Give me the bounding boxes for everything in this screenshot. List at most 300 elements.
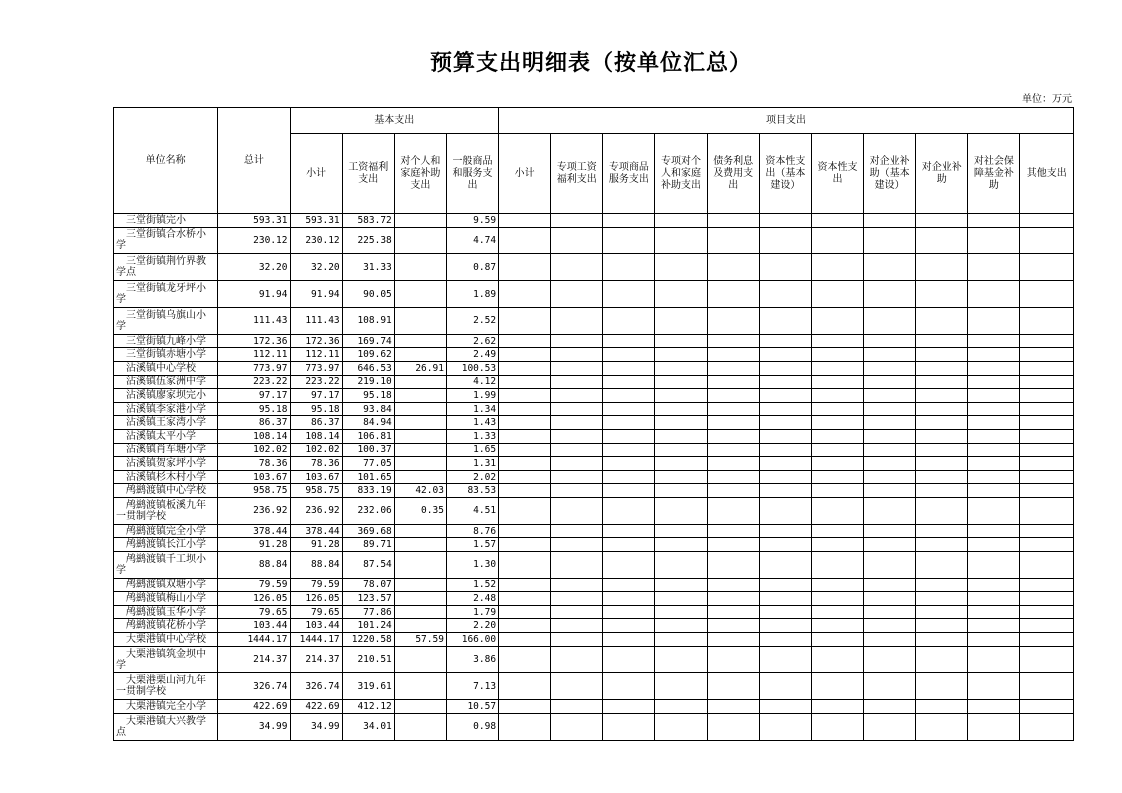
unit-name-cell: 沾溪镇肖车塘小学 xyxy=(114,443,218,457)
unit-name-cell: 沾溪镇杉木村小学 xyxy=(114,470,218,484)
project-cell xyxy=(811,713,863,740)
basic-wage-cell: 319.61 xyxy=(342,673,394,700)
project-cell xyxy=(499,497,551,524)
project-cell xyxy=(811,524,863,538)
project-cell xyxy=(916,497,968,524)
project-cell xyxy=(551,389,603,403)
unit-name-cell: 大栗港镇完全小学 xyxy=(114,700,218,714)
project-cell xyxy=(707,281,759,308)
project-cell xyxy=(811,307,863,334)
table-row xyxy=(114,673,1074,700)
project-cell xyxy=(916,673,968,700)
basic-personal-cell: 42.03 xyxy=(394,484,446,498)
table-header xyxy=(114,108,1074,214)
project-cell xyxy=(811,646,863,673)
project-cell xyxy=(707,538,759,552)
project-cell xyxy=(551,254,603,281)
basic-personal-cell xyxy=(394,416,446,430)
project-cell xyxy=(551,361,603,375)
project-cell xyxy=(916,402,968,416)
total-cell: 95.18 xyxy=(218,402,290,416)
project-cell xyxy=(759,402,811,416)
basic-goods-cell: 3.86 xyxy=(446,646,498,673)
table-row xyxy=(114,578,1074,592)
project-cell xyxy=(603,348,655,362)
project-cell xyxy=(499,416,551,430)
project-cell xyxy=(916,307,968,334)
project-cell xyxy=(707,214,759,228)
total-cell: 773.97 xyxy=(218,361,290,375)
project-cell xyxy=(551,551,603,578)
unit-name-cell: 鸬鹚渡镇长江小学 xyxy=(114,538,218,552)
project-cell xyxy=(655,551,707,578)
basic-wage-cell: 1220.58 xyxy=(342,633,394,647)
project-cell xyxy=(551,484,603,498)
project-cell xyxy=(499,673,551,700)
basic-personal-cell xyxy=(394,227,446,254)
col-basic-subtotal: 小计 xyxy=(290,134,342,214)
project-cell xyxy=(811,227,863,254)
basic-personal-cell xyxy=(394,619,446,633)
project-cell xyxy=(1020,673,1074,700)
total-cell: 91.94 xyxy=(218,281,290,308)
project-cell xyxy=(707,484,759,498)
project-cell xyxy=(1020,429,1074,443)
project-cell xyxy=(707,443,759,457)
table-row xyxy=(114,605,1074,619)
project-cell xyxy=(499,524,551,538)
project-cell xyxy=(551,402,603,416)
unit-name-cell: 鸬鹚渡镇千工坝小学 xyxy=(114,551,218,578)
basic-personal-cell xyxy=(394,307,446,334)
project-cell xyxy=(916,227,968,254)
project-cell xyxy=(707,227,759,254)
project-cell xyxy=(655,307,707,334)
project-cell xyxy=(655,700,707,714)
table-row xyxy=(114,281,1074,308)
project-cell xyxy=(499,334,551,348)
project-cell xyxy=(1020,524,1074,538)
project-cell xyxy=(551,646,603,673)
project-cell xyxy=(916,592,968,606)
project-cell xyxy=(707,416,759,430)
project-cell xyxy=(811,348,863,362)
project-cell xyxy=(603,443,655,457)
project-cell xyxy=(916,484,968,498)
project-cell xyxy=(655,524,707,538)
basic-wage-cell: 101.65 xyxy=(342,470,394,484)
project-cell xyxy=(811,538,863,552)
table-row xyxy=(114,470,1074,484)
col-project-subtotal: 小计 xyxy=(499,134,551,214)
basic-wage-cell: 89.71 xyxy=(342,538,394,552)
table-row xyxy=(114,551,1074,578)
project-cell xyxy=(968,254,1020,281)
basic-personal-cell xyxy=(394,375,446,389)
basic-goods-cell: 1.99 xyxy=(446,389,498,403)
table-row xyxy=(114,402,1074,416)
project-cell xyxy=(707,619,759,633)
table-row xyxy=(114,700,1074,714)
project-cell xyxy=(864,443,916,457)
project-cell xyxy=(916,619,968,633)
table-row xyxy=(114,633,1074,647)
project-cell xyxy=(655,605,707,619)
basic-goods-cell: 1.65 xyxy=(446,443,498,457)
project-cell xyxy=(864,429,916,443)
unit-name-cell: 沾溪镇李家港小学 xyxy=(114,402,218,416)
total-cell: 88.84 xyxy=(218,551,290,578)
basic-personal-cell xyxy=(394,429,446,443)
table-row xyxy=(114,334,1074,348)
project-cell xyxy=(968,484,1020,498)
basic-subtotal-cell: 230.12 xyxy=(290,227,342,254)
col-unit-name: 单位名称 xyxy=(114,108,218,214)
project-cell xyxy=(916,416,968,430)
basic-wage-cell: 34.01 xyxy=(342,713,394,740)
project-cell xyxy=(968,578,1020,592)
basic-subtotal-cell: 326.74 xyxy=(290,673,342,700)
basic-subtotal-cell: 1444.17 xyxy=(290,633,342,647)
project-cell xyxy=(759,416,811,430)
project-cell xyxy=(864,646,916,673)
project-cell xyxy=(916,551,968,578)
project-cell xyxy=(1020,307,1074,334)
basic-wage-cell: 412.12 xyxy=(342,700,394,714)
project-cell xyxy=(499,227,551,254)
project-cell xyxy=(655,227,707,254)
project-cell xyxy=(707,470,759,484)
basic-wage-cell: 77.05 xyxy=(342,457,394,471)
project-cell xyxy=(603,619,655,633)
project-cell xyxy=(864,497,916,524)
project-cell xyxy=(811,389,863,403)
project-cell xyxy=(811,700,863,714)
project-cell xyxy=(551,375,603,389)
project-cell xyxy=(1020,497,1074,524)
project-cell xyxy=(551,538,603,552)
project-cell xyxy=(499,375,551,389)
project-cell xyxy=(603,375,655,389)
total-cell: 108.14 xyxy=(218,429,290,443)
table-row xyxy=(114,307,1074,334)
project-cell xyxy=(655,646,707,673)
basic-goods-cell: 2.48 xyxy=(446,592,498,606)
project-cell xyxy=(655,484,707,498)
project-cell xyxy=(603,429,655,443)
basic-subtotal-cell: 34.99 xyxy=(290,713,342,740)
basic-personal-cell xyxy=(394,551,446,578)
basic-personal-cell: 57.59 xyxy=(394,633,446,647)
col-project-personal: 专项对个人和家庭补助支出 xyxy=(655,134,707,214)
project-cell xyxy=(499,429,551,443)
unit-name-cell: 鸬鹚渡镇板溪九年一贯制学校 xyxy=(114,497,218,524)
project-cell xyxy=(551,633,603,647)
total-cell: 86.37 xyxy=(218,416,290,430)
project-cell xyxy=(655,389,707,403)
total-cell: 103.67 xyxy=(218,470,290,484)
project-cell xyxy=(603,416,655,430)
project-cell xyxy=(603,214,655,228)
project-cell xyxy=(707,673,759,700)
basic-personal-cell: 0.35 xyxy=(394,497,446,524)
basic-goods-cell: 2.52 xyxy=(446,307,498,334)
basic-subtotal-cell: 103.67 xyxy=(290,470,342,484)
total-cell: 230.12 xyxy=(218,227,290,254)
project-cell xyxy=(864,551,916,578)
basic-subtotal-cell: 91.94 xyxy=(290,281,342,308)
unit-name-cell: 大栗港镇筑金坝中学 xyxy=(114,646,218,673)
project-cell xyxy=(811,281,863,308)
project-cell xyxy=(759,281,811,308)
project-cell xyxy=(603,578,655,592)
project-cell xyxy=(603,484,655,498)
table-row xyxy=(114,375,1074,389)
basic-personal-cell xyxy=(394,281,446,308)
project-cell xyxy=(759,700,811,714)
project-cell xyxy=(603,254,655,281)
project-cell xyxy=(759,646,811,673)
basic-goods-cell: 1.57 xyxy=(446,538,498,552)
col-basic-personal: 对个人和家庭补助支出 xyxy=(394,134,446,214)
project-cell xyxy=(603,633,655,647)
basic-goods-cell: 2.62 xyxy=(446,334,498,348)
project-cell xyxy=(811,484,863,498)
basic-wage-cell: 78.07 xyxy=(342,578,394,592)
basic-personal-cell xyxy=(394,254,446,281)
project-cell xyxy=(707,497,759,524)
basic-goods-cell: 4.51 xyxy=(446,497,498,524)
basic-goods-cell: 10.57 xyxy=(446,700,498,714)
project-cell xyxy=(759,348,811,362)
project-cell xyxy=(707,429,759,443)
basic-wage-cell: 369.68 xyxy=(342,524,394,538)
project-cell xyxy=(811,416,863,430)
project-cell xyxy=(551,619,603,633)
col-project-wage: 专项工资福利支出 xyxy=(551,134,603,214)
project-cell xyxy=(603,470,655,484)
col-total: 总计 xyxy=(218,108,290,214)
basic-subtotal-cell: 102.02 xyxy=(290,443,342,457)
project-cell xyxy=(603,457,655,471)
total-cell: 79.65 xyxy=(218,605,290,619)
basic-wage-cell: 90.05 xyxy=(342,281,394,308)
basic-goods-cell: 1.43 xyxy=(446,416,498,430)
project-cell xyxy=(499,348,551,362)
basic-wage-cell: 100.37 xyxy=(342,443,394,457)
project-cell xyxy=(499,443,551,457)
project-cell xyxy=(759,457,811,471)
table-row xyxy=(114,429,1074,443)
table-row xyxy=(114,524,1074,538)
project-cell xyxy=(864,375,916,389)
project-cell xyxy=(655,348,707,362)
project-cell xyxy=(655,673,707,700)
unit-name-cell: 鸬鹚渡镇双塘小学 xyxy=(114,578,218,592)
basic-goods-cell: 2.02 xyxy=(446,470,498,484)
project-cell xyxy=(864,227,916,254)
project-cell xyxy=(551,713,603,740)
project-cell xyxy=(916,429,968,443)
basic-wage-cell: 169.74 xyxy=(342,334,394,348)
project-cell xyxy=(499,700,551,714)
project-cell xyxy=(759,592,811,606)
basic-subtotal-cell: 88.84 xyxy=(290,551,342,578)
project-cell xyxy=(811,619,863,633)
project-cell xyxy=(1020,700,1074,714)
project-cell xyxy=(551,281,603,308)
unit-name-cell: 三堂街镇九峰小学 xyxy=(114,334,218,348)
project-cell xyxy=(968,619,1020,633)
basic-personal-cell xyxy=(394,538,446,552)
total-cell: 102.02 xyxy=(218,443,290,457)
basic-subtotal-cell: 773.97 xyxy=(290,361,342,375)
project-cell xyxy=(759,334,811,348)
project-cell xyxy=(759,375,811,389)
basic-goods-cell: 1.79 xyxy=(446,605,498,619)
project-cell xyxy=(499,457,551,471)
basic-personal-cell xyxy=(394,673,446,700)
project-cell xyxy=(655,592,707,606)
project-cell xyxy=(1020,416,1074,430)
basic-goods-cell: 1.31 xyxy=(446,457,498,471)
basic-wage-cell: 31.33 xyxy=(342,254,394,281)
table-row xyxy=(114,457,1074,471)
unit-name-cell: 沾溪镇太平小学 xyxy=(114,429,218,443)
project-cell xyxy=(655,281,707,308)
project-cell xyxy=(707,307,759,334)
basic-wage-cell: 232.06 xyxy=(342,497,394,524)
project-cell xyxy=(759,633,811,647)
basic-wage-cell: 93.84 xyxy=(342,402,394,416)
project-cell xyxy=(1020,538,1074,552)
project-cell xyxy=(916,389,968,403)
basic-goods-cell: 0.98 xyxy=(446,713,498,740)
project-cell xyxy=(655,402,707,416)
basic-subtotal-cell: 95.18 xyxy=(290,402,342,416)
basic-subtotal-cell: 97.17 xyxy=(290,389,342,403)
project-cell xyxy=(916,375,968,389)
total-cell: 422.69 xyxy=(218,700,290,714)
project-cell xyxy=(968,646,1020,673)
project-cell xyxy=(811,402,863,416)
project-cell xyxy=(707,402,759,416)
project-cell xyxy=(655,538,707,552)
project-cell xyxy=(864,470,916,484)
project-cell xyxy=(864,281,916,308)
total-cell: 223.22 xyxy=(218,375,290,389)
project-cell xyxy=(655,416,707,430)
project-cell xyxy=(655,429,707,443)
project-cell xyxy=(968,214,1020,228)
table-row xyxy=(114,348,1074,362)
project-cell xyxy=(811,551,863,578)
basic-wage-cell: 108.91 xyxy=(342,307,394,334)
project-cell xyxy=(759,429,811,443)
basic-wage-cell: 84.94 xyxy=(342,416,394,430)
basic-subtotal-cell: 422.69 xyxy=(290,700,342,714)
project-cell xyxy=(551,605,603,619)
project-cell xyxy=(759,254,811,281)
unit-name-cell: 大栗港镇中心学校 xyxy=(114,633,218,647)
basic-wage-cell: 210.51 xyxy=(342,646,394,673)
table-row xyxy=(114,538,1074,552)
project-cell xyxy=(707,524,759,538)
basic-wage-cell: 123.57 xyxy=(342,592,394,606)
project-cell xyxy=(655,713,707,740)
project-cell xyxy=(968,592,1020,606)
basic-goods-cell: 2.49 xyxy=(446,348,498,362)
table-row xyxy=(114,254,1074,281)
unit-name-cell: 鸬鹚渡镇花桥小学 xyxy=(114,619,218,633)
basic-wage-cell: 109.62 xyxy=(342,348,394,362)
project-cell xyxy=(864,348,916,362)
basic-goods-cell: 100.53 xyxy=(446,361,498,375)
table-row xyxy=(114,214,1074,228)
project-cell xyxy=(968,605,1020,619)
basic-personal-cell xyxy=(394,605,446,619)
unit-name-cell: 大栗港栗山河九年一贯制学校 xyxy=(114,673,218,700)
basic-subtotal-cell: 223.22 xyxy=(290,375,342,389)
project-cell xyxy=(603,673,655,700)
unit-name-cell: 沾溪镇中心学校 xyxy=(114,361,218,375)
project-cell xyxy=(968,713,1020,740)
project-cell xyxy=(551,497,603,524)
project-cell xyxy=(551,700,603,714)
project-cell xyxy=(499,470,551,484)
project-cell xyxy=(499,484,551,498)
project-cell xyxy=(499,646,551,673)
project-cell xyxy=(499,307,551,334)
project-cell xyxy=(603,646,655,673)
project-cell xyxy=(499,619,551,633)
project-cell xyxy=(499,592,551,606)
total-cell: 78.36 xyxy=(218,457,290,471)
project-cell xyxy=(864,592,916,606)
project-cell xyxy=(864,402,916,416)
basic-subtotal-cell: 111.43 xyxy=(290,307,342,334)
project-cell xyxy=(707,375,759,389)
project-cell xyxy=(759,497,811,524)
project-cell xyxy=(968,429,1020,443)
project-cell xyxy=(603,538,655,552)
project-cell xyxy=(1020,402,1074,416)
project-cell xyxy=(707,578,759,592)
table-row xyxy=(114,227,1074,254)
project-cell xyxy=(916,443,968,457)
col-project-goods: 专项商品服务支出 xyxy=(603,134,655,214)
total-cell: 126.05 xyxy=(218,592,290,606)
project-cell xyxy=(811,443,863,457)
project-cell xyxy=(603,402,655,416)
project-cell xyxy=(759,361,811,375)
basic-goods-cell: 1.33 xyxy=(446,429,498,443)
project-cell xyxy=(1020,633,1074,647)
project-cell xyxy=(655,334,707,348)
table-row xyxy=(114,713,1074,740)
basic-goods-cell: 9.59 xyxy=(446,214,498,228)
basic-goods-cell: 0.87 xyxy=(446,254,498,281)
basic-goods-cell: 83.53 xyxy=(446,484,498,498)
total-cell: 91.28 xyxy=(218,538,290,552)
project-cell xyxy=(551,673,603,700)
basic-subtotal-cell: 214.37 xyxy=(290,646,342,673)
project-cell xyxy=(603,497,655,524)
project-cell xyxy=(655,214,707,228)
project-cell xyxy=(968,538,1020,552)
unit-name-cell: 鸬鹚渡镇中心学校 xyxy=(114,484,218,498)
basic-subtotal-cell: 172.36 xyxy=(290,334,342,348)
